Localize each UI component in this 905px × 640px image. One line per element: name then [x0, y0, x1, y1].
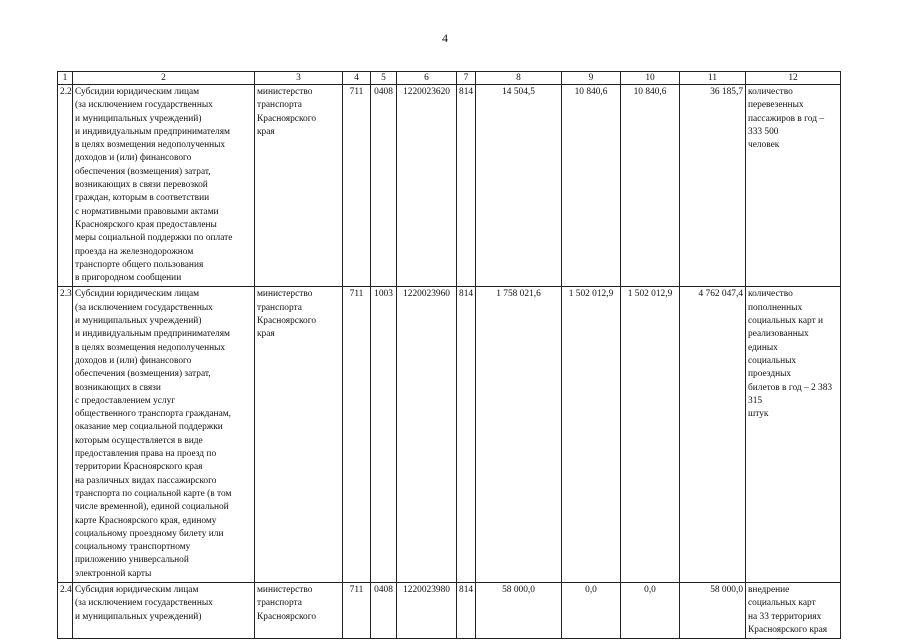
- col-header: 5: [371, 72, 397, 85]
- value-year-3: 1 502 012,9: [621, 287, 680, 583]
- col-header: 7: [457, 72, 476, 85]
- header-row: [58, 72, 841, 85]
- measure-description: Субсидии юридическим лицам (за исключением государственных и муниципальных учреждений) и индивидуальным предпринимателям в целях возмещения недополученных доходов и (или) финансового обеспечения (возмещения) затрат, возникающих в связи перевозкой граждан, которым в соответствии с нормативными правовыми актами Красноярского края предоставлены меры социальной поддержки по оплате проезда на железнодорожном транспорте общего пользования в пригородном сообщении: [73, 85, 255, 287]
- col-header: 3: [255, 72, 343, 85]
- code-grbs: 711: [343, 85, 371, 287]
- row-number: 2.2: [58, 85, 73, 287]
- code-target: 1220023620: [397, 85, 457, 287]
- col-header: 10: [621, 72, 680, 85]
- row-number: 2.3: [58, 287, 73, 583]
- page-number: 4: [442, 31, 448, 45]
- value-total: 4 762 047,4: [680, 287, 746, 583]
- code-expense-type: 814: [457, 582, 476, 638]
- value-year-3: 0,0: [621, 582, 680, 638]
- value-total: 58 000,0: [680, 582, 746, 638]
- value-year-2: 0,0: [562, 582, 621, 638]
- col-header: 8: [476, 72, 562, 85]
- expected-result: внедрение социальных карт на 33 территориях Красноярского края: [746, 582, 841, 638]
- code-expense-type: 814: [457, 85, 476, 287]
- measure-description: Субсидии юридическим лицам (за исключением государственных и муниципальных учреждений) и индивидуальным предпринимателям в целях возмещения недополученных доходов и (или) финансового обеспечения (возмещения) затрат, возникающих в связи с предоставлением услуг общественного транспорта гражданам, оказание мер социальной поддержки которым осуществляется в виде предоставления права на проезд по территории Красноярского края на различных видах пассажирского транспорта по социальной карте (в том числе временной), единой социальной карте Красноярского края, единому социальному проездному билету или социальному транспортному приложению универсальной электронной карты: [73, 287, 255, 583]
- code-section: 1003: [371, 287, 397, 583]
- code-grbs: 711: [343, 287, 371, 583]
- budget-table: [57, 71, 841, 639]
- grbs-name: министерство транспорта Красноярского: [255, 582, 343, 638]
- code-section: 0408: [371, 582, 397, 638]
- expected-result: количество пополненных социальных карт и реализованных единых социальных проездных билетов в год – 2 383 315 штук: [746, 287, 841, 583]
- grbs-name: министерство транспорта Красноярского края: [255, 85, 343, 287]
- measure-description: Субсидия юридическим лицам (за исключением государственных и муниципальных учреждений): [73, 582, 255, 638]
- value-year-2: 1 502 012,9: [562, 287, 621, 583]
- table-row: [58, 85, 841, 287]
- value-year-1: 1 758 021,6: [476, 287, 562, 583]
- col-header: 6: [397, 72, 457, 85]
- grbs-name: министерство транспорта Красноярского края: [255, 287, 343, 583]
- code-grbs: 711: [343, 582, 371, 638]
- table-row: [58, 582, 841, 638]
- value-year-3: 10 840,6: [621, 85, 680, 287]
- table-row: [58, 287, 841, 583]
- col-header: 1: [58, 72, 73, 85]
- value-total: 36 185,7: [680, 85, 746, 287]
- col-header: 11: [680, 72, 746, 85]
- col-header: 2: [73, 72, 255, 85]
- code-section: 0408: [371, 85, 397, 287]
- value-year-1: 14 504,5: [476, 85, 562, 287]
- expected-result: количество перевезенных пассажиров в год – 333 500 человек: [746, 85, 841, 287]
- row-number: 2.4: [58, 582, 73, 638]
- value-year-1: 58 000,0: [476, 582, 562, 638]
- code-target: 1220023980: [397, 582, 457, 638]
- col-header: 4: [343, 72, 371, 85]
- code-target: 1220023960: [397, 287, 457, 583]
- value-year-2: 10 840,6: [562, 85, 621, 287]
- col-header: 12: [746, 72, 841, 85]
- code-expense-type: 814: [457, 287, 476, 583]
- col-header: 9: [562, 72, 621, 85]
